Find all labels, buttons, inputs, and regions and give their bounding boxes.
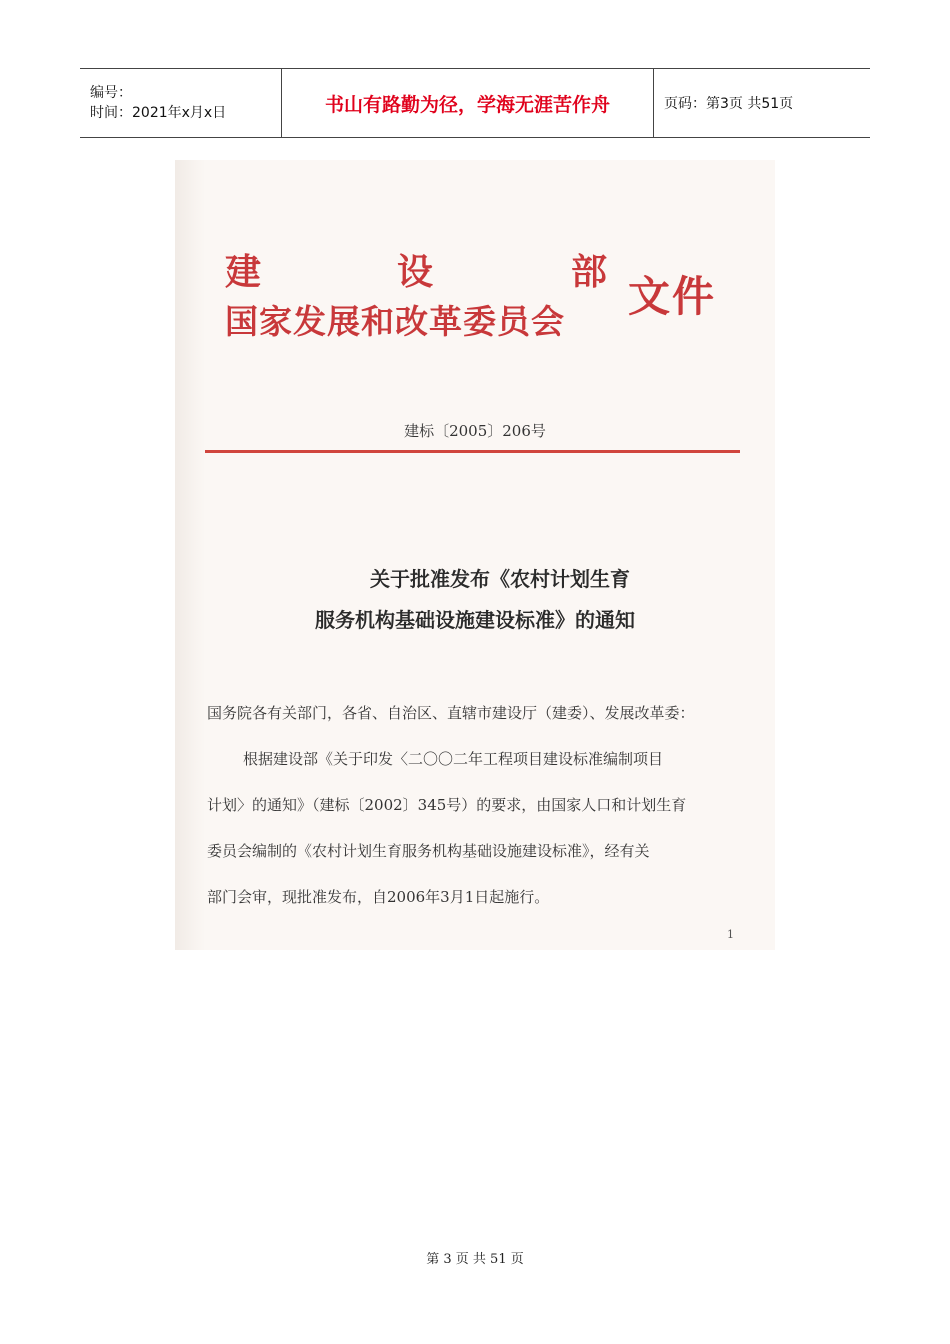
red-divider [205,450,740,453]
doc-addressee: 国务院各有关部门，各省、自治区、直辖市建设厅（建委）、发展改革委： [207,704,695,722]
page-header [80,68,870,138]
doc-type-label: 文件 [628,272,717,321]
issuing-org-line2: 国家发展和改革委员会 [225,302,565,341]
page-footer: 第 3 页 共 51 页 [426,1252,524,1267]
header-motto: 书山有路勤为径，学海无涯苦作舟 [281,69,654,137]
body-line: 计划〉的通知》（建标〔2002〕345号）的要求，由国家人口和计划生育 [207,796,687,814]
doc-title-line1: 关于批准发布《农村计划生育 [370,567,630,591]
header-meta [80,69,281,137]
org-char-1: 建 [225,251,262,293]
header-number-label: 编号： [90,85,132,101]
org-char-2: 设 [397,251,434,293]
doc-title-line2: 服务机构基础设施建设标准》的通知 [315,608,635,632]
issuing-org-line1 [225,244,615,293]
header-page-info: 页码：第3页 共51页 [664,96,794,112]
body-line: 部门会审，现批准发布，自2006年3月1日起施行。 [207,888,550,906]
body-line: 委员会编制的《农村计划生育服务机构基础设施建设标准》，经有关 [207,842,650,860]
body-line: 根据建设部《关于印发〈二〇〇二年工程项目建设标准编制项目 [243,750,664,768]
header-time-label: 时间：2021年x月x日 [90,105,227,121]
scanned-document [175,160,775,950]
scan-page-number: 1 [727,928,734,941]
doc-number: 建标〔2005〕206号 [404,422,546,440]
doc-body [207,736,747,920]
org-char-3: 部 [571,251,608,293]
